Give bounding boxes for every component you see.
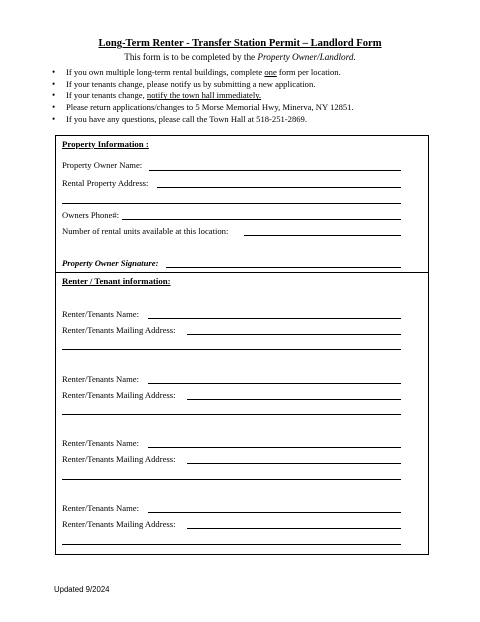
- rental-address-field[interactable]: [157, 187, 401, 188]
- rental-address-field-line2[interactable]: [62, 203, 401, 204]
- tenant-address-field-line2[interactable]: [62, 349, 401, 350]
- instruction-item: • If you own multiple long-term rental buildings, complete one form per location.: [66, 67, 354, 79]
- updated-date: Updated 9/2024: [54, 585, 110, 594]
- tenant-address-label: Renter/Tenants Mailing Address:: [62, 454, 176, 464]
- instruction-item: • If you have any questions, please call the Town Hall at 518-251-2869.: [66, 114, 354, 126]
- owner-phone-field[interactable]: [122, 219, 401, 220]
- subtitle-prefix: This form is to be completed by the: [124, 52, 258, 62]
- owner-phone-label: Owners Phone#:: [62, 210, 120, 220]
- tenant-address-field[interactable]: [187, 528, 401, 529]
- tenant-address-label: Renter/Tenants Mailing Address:: [62, 325, 176, 335]
- form-subtitle: [0, 52, 480, 62]
- form-title: Long-Term Renter - Transfer Station Permit – Landlord Form: [98, 38, 382, 49]
- tenant-name-field[interactable]: [148, 318, 401, 319]
- tenant-address-field[interactable]: [187, 334, 401, 335]
- property-section-heading: Property Information :: [62, 139, 149, 149]
- instructions-list: [66, 67, 354, 126]
- tenant-address-field-line2[interactable]: [62, 479, 401, 480]
- tenant-name-field[interactable]: [148, 512, 401, 513]
- tenant-name-field[interactable]: [148, 447, 401, 448]
- tenant-name-label: Renter/Tenants Name:: [62, 438, 139, 448]
- subtitle-emphasis: Property Owner/Landlord.: [257, 52, 356, 62]
- rental-units-field[interactable]: [244, 235, 401, 236]
- tenant-address-field[interactable]: [187, 399, 401, 400]
- property-information-box: [55, 135, 429, 273]
- rental-address-label: Rental Property Address:: [62, 178, 149, 188]
- rental-units-label: Number of rental units available at this location:: [62, 226, 229, 236]
- instruction-item: • If your tenants change, please notify us by submitting a new application.: [66, 79, 354, 91]
- instruction-item: • If your tenants change, notify the town hall immediately.: [66, 90, 354, 102]
- tenant-name-label: Renter/Tenants Name:: [62, 309, 139, 319]
- tenant-address-label: Renter/Tenants Mailing Address:: [62, 519, 176, 529]
- tenant-address-label: Renter/Tenants Mailing Address:: [62, 390, 176, 400]
- tenant-address-field-line2[interactable]: [62, 544, 401, 545]
- tenant-address-field-line2[interactable]: [62, 414, 401, 415]
- signature-label: Property Owner Signature:: [62, 258, 159, 268]
- owner-signature-field[interactable]: [166, 267, 401, 268]
- renter-information-box: [55, 272, 429, 555]
- tenant-address-field[interactable]: [187, 463, 401, 464]
- owner-name-field[interactable]: [149, 170, 401, 171]
- instruction-item: • Please return applications/changes to 5 Morse Memorial Hwy, Minerva, NY 12851.: [66, 102, 354, 114]
- renter-section-heading: Renter / Tenant information:: [62, 276, 171, 286]
- tenant-name-field[interactable]: [148, 383, 401, 384]
- tenant-name-label: Renter/Tenants Name:: [62, 374, 139, 384]
- tenant-name-label: Renter/Tenants Name:: [62, 503, 139, 513]
- owner-name-label: Property Owner Name:: [62, 160, 143, 170]
